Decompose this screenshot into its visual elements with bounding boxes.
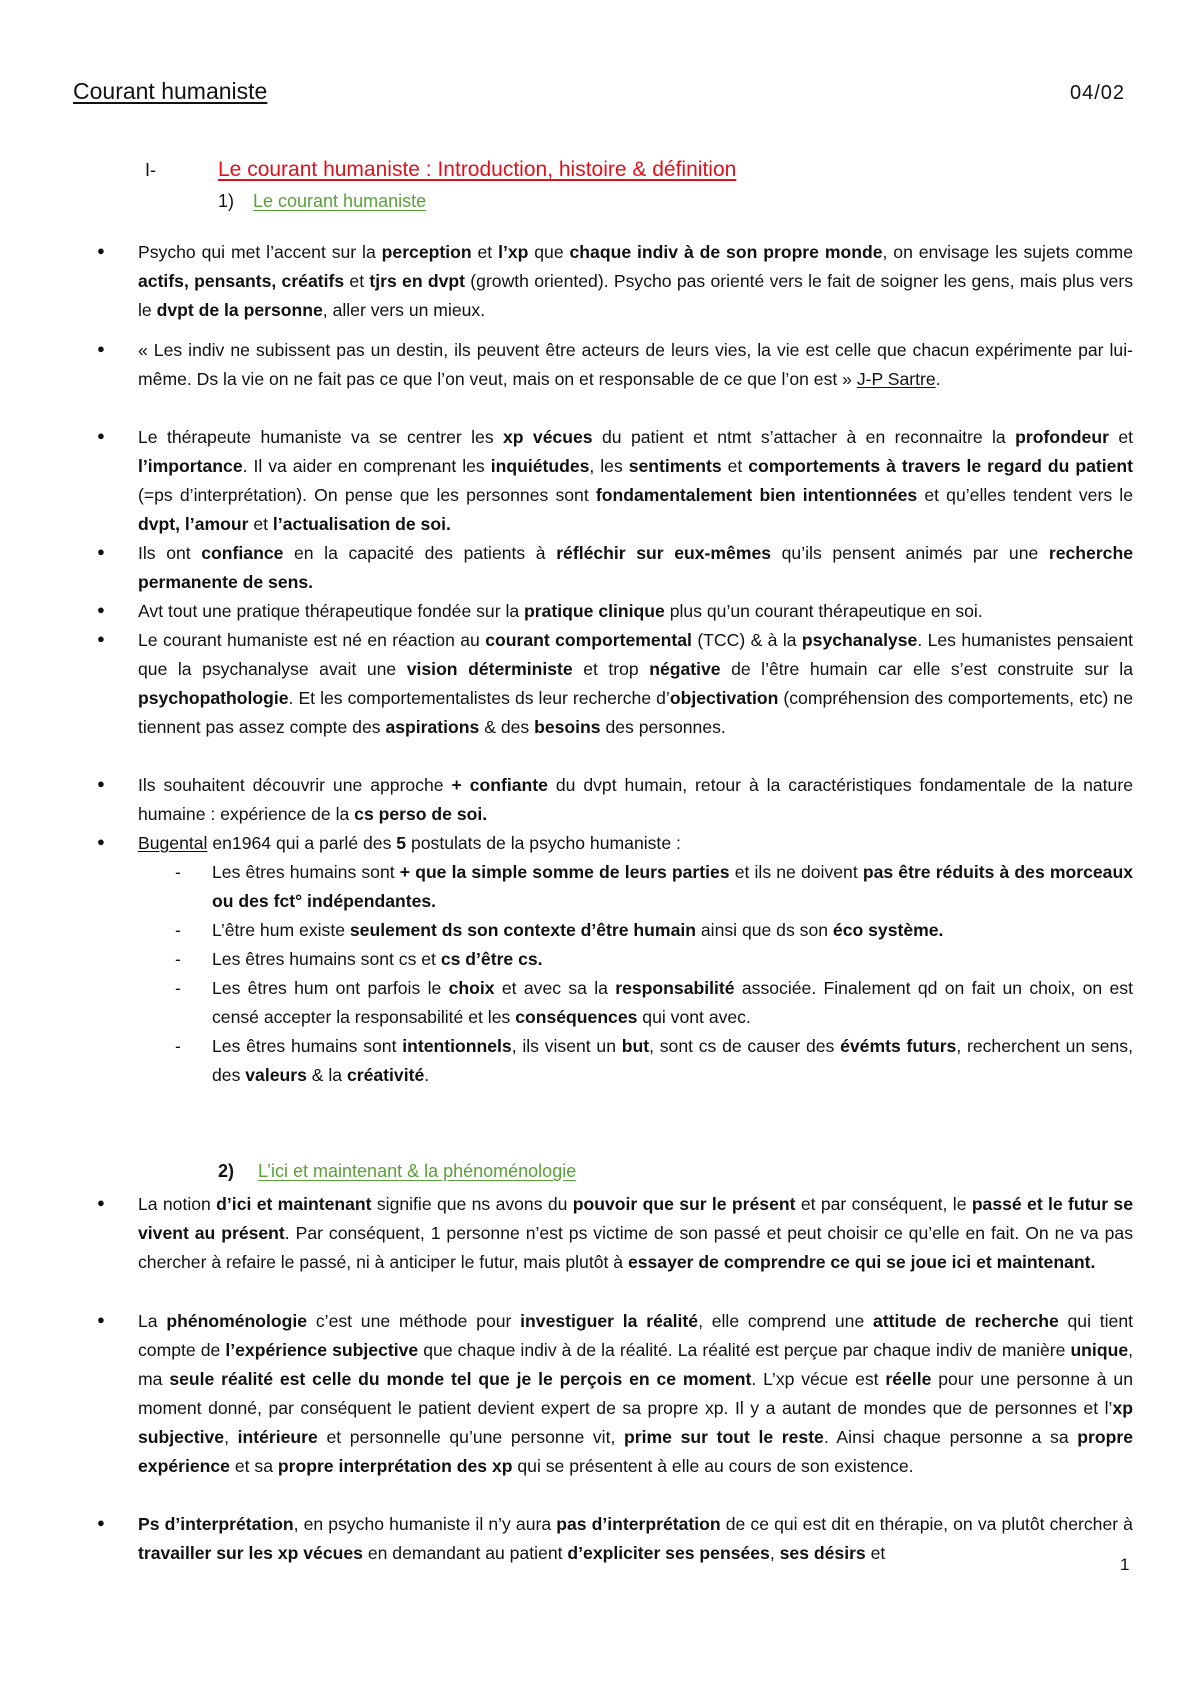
paragraph: Ils souhaitent découvrir une approche + confiante du dvpt humain, retour à la caractéristiques fondamentale de la nature humaine : expérience de la cs perso de soi.: [138, 775, 1133, 824]
subsection-title: Le courant humaniste: [253, 191, 427, 211]
subsection-title: L’ici et maintenant & la phénoménologie: [258, 1161, 577, 1181]
postulat-item: Les êtres humains sont cs et cs d’être cs.: [212, 949, 543, 969]
page-title: Courant humaniste: [73, 78, 268, 104]
paragraph: Psycho qui met l’accent sur la perception et l’xp que chaque indiv à de son propre monde, on envisage les sujets comme actifs, pensants, créatifs et tjrs en dvpt (growth oriented). Psycho pas orienté vers le fait de soigner les gens, mais plus vers le dvpt de la personne, aller vers un mieux.: [138, 242, 1133, 320]
subsection-number: 1): [218, 191, 235, 211]
paragraph: Bugental en1964 qui a parlé des 5 postulats de la psycho humaniste :: [138, 833, 681, 853]
page-date: 04/02: [1070, 82, 1126, 104]
bullet-icon: [97, 1306, 105, 1334]
bullet-icon: [97, 237, 105, 265]
bullet-icon: [97, 828, 105, 856]
postulat-item: Les êtres humains sont + que la simple somme de leurs parties et ils ne doivent pas être réduits à des morceaux ou des fct° indépendantes.: [212, 862, 1133, 911]
postulat-item: Les êtres humains sont intentionnels, ils visent un but, sont cs de causer des évémts futurs, recherchent un sens, des valeurs & la créativité.: [212, 1036, 1133, 1085]
paragraph: Ils ont confiance en la capacité des patients à réfléchir sur eux-mêmes qu’ils pensent animés par une recherche permanente de sens.: [138, 543, 1133, 592]
paragraph: Le thérapeute humaniste va se centrer les xp vécues du patient et ntmt s’attacher à en reconnaitre la profondeur et l’importance. Il va aider en comprenant les inquiétudes, les sentiments et comportements à travers le regard du patient (=ps d’interprétation). On pense que les personnes sont fondamentalement bien intentionnées et qu’elles tendent vers le dvpt, l’amour et l’actualisation de soi.: [138, 427, 1133, 534]
section-number: I-: [145, 160, 156, 180]
paragraph: Avt tout une pratique thérapeutique fondée sur la pratique clinique plus qu’un courant thérapeutique en soi.: [138, 601, 983, 621]
bullet-icon: [97, 335, 105, 363]
page-number: 1: [1120, 1555, 1130, 1574]
paragraph: La phénoménologie c’est une méthode pour investiguer la réalité, elle comprend une attitude de recherche qui tient compte de l’expérience subjective que chaque indiv à de la réalité. La réalité est perçue par chaque indiv de manière unique, ma seule réalité est celle du monde tel que je le perçois en ce moment. L’xp vécue est réelle pour une personne à un moment donné, par conséquent le patient devient expert de sa propre xp. Il y a autant de mondes que de personnes et l’xp subjective, intérieure et personnelle qu’une personne vit, prime sur tout le reste. Ainsi chaque personne a sa propre expérience et sa propre interprétation des xp qui se présentent à elle au cours de son existence.: [138, 1311, 1134, 1476]
dash-marker: -: [175, 978, 181, 998]
bullet-icon: [97, 770, 105, 798]
paragraph: Le courant humaniste est né en réaction au courant comportemental (TCC) & à la psychanalyse. Les humanistes pensaient que la psychanalyse avait une vision déterministe et trop négative de l’être humain car elle s’est construite sur la psychopathologie. Et les comportementalistes ds leur recherche d’objectivation (compréhension des comportements, etc) ne tiennent pas assez compte des aspirations & des besoins des personnes.: [138, 630, 1134, 737]
paragraph: La notion d’ici et maintenant signifie que ns avons du pouvoir que sur le présent et par conséquent, le passé et le futur se vivent au présent. Par conséquent, 1 personne n’est ps victime de son passé et peut choisir ce qu’elle en fait. On ne va pas chercher à refaire le passé, ni à anticiper le futur, mais plutôt à essayer de comprendre ce qui se joue ici et maintenant.: [138, 1194, 1133, 1272]
bullet-icon: [97, 596, 105, 624]
dash-marker: -: [175, 1036, 181, 1056]
section-title: Le courant humaniste : Introduction, histoire & définition: [218, 158, 737, 181]
dash-marker: -: [175, 862, 181, 882]
bullet-icon: [97, 625, 105, 653]
paragraph: « Les indiv ne subissent pas un destin, ils peuvent être acteurs de leurs vies, la vie est celle que chacun expérimente par lui-même. Ds la vie on ne fait pas ce que l’on veut, mais on et responsable de ce que l’on est » J-P Sartre.: [138, 340, 1133, 389]
postulat-item: Les êtres hum ont parfois le choix et avec sa la responsabilité associée. Finalement qd on fait un choix, on est censé accepter la responsabilité et les conséquences qui vont avec.: [212, 978, 1133, 1027]
bullet-icon: [97, 422, 105, 450]
dash-marker: -: [175, 949, 181, 969]
paragraph: Ps d’interprétation, en psycho humaniste il n’y aura pas d’interprétation de ce qui est dit en thérapie, on va plutôt chercher à travailler sur les xp vécues en demandant au patient d’expliciter ses pensées, ses désirs et: [138, 1514, 1133, 1563]
bullet-icon: [97, 538, 105, 566]
bullet-icon: [97, 1189, 105, 1217]
bullet-icon: [97, 1509, 105, 1537]
subsection-number: 2): [218, 1161, 235, 1181]
dash-marker: -: [175, 920, 181, 940]
postulat-item: L’être hum existe seulement ds son contexte d’être humain ainsi que ds son éco système.: [212, 920, 944, 940]
